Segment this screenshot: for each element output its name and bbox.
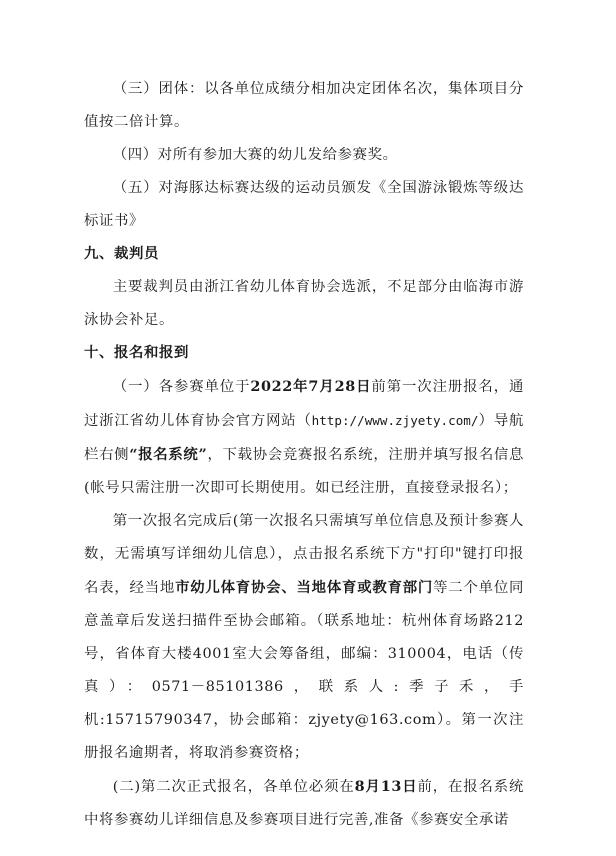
reg2-text-1: 第一次报名完成后(第一次报名只需填写单位信息及预计参赛人数，无需填写详细幼儿信息），点击报名系统下方"打印"键打印报名表，经当地 <box>84 513 524 596</box>
reg2-text-3: ）。第一次注册报名逾期者，将取消参赛资格； <box>84 712 524 761</box>
reg3-text-1: (二)第二次正式报名，各单位必须在 <box>112 779 355 795</box>
reg2-text-2: 等二个单位同意盖章后发送扫描件至协会邮箱。（联系地址：杭州体育场路212号，省体育大楼4001室大会筹备组，邮编：310004，电话（传真）：0571－85101386，联系人:季子禾，手机:15715790347，协会邮箱： <box>84 580 524 728</box>
certificate-paragraph: （五）对海豚达标赛达级的运动员颁发《全国游泳锻炼等级达标证书》 <box>84 180 524 229</box>
referees-paragraph: 主要裁判员由浙江省幼儿体育协会选派，不足部分由临海市游泳协会补足。 <box>84 279 524 328</box>
registration-system-label: “报名系统” <box>129 446 208 463</box>
reg1-text-2: 前第一次注册报名，通过浙江省幼儿体育协会官方网站（ <box>84 379 524 429</box>
registration-first-paragraph <box>84 370 524 505</box>
reg1-text-1: （一）各参赛单位于 <box>112 379 251 395</box>
association-website-url: http://www.zjyety.com/ <box>311 413 479 428</box>
reg1-deadline-date: 2022年7月28日 <box>250 378 372 395</box>
document-body <box>84 73 524 837</box>
registration-heading: 十、报名和报到 <box>84 345 189 361</box>
participation-award-paragraph: （四）对所有参加大赛的幼儿发给参赛奖。 <box>112 147 398 163</box>
reg3-deadline-date: 8月13日 <box>354 778 418 795</box>
registration-third-paragraph <box>84 770 524 837</box>
registration-second-paragraph <box>84 505 524 770</box>
reg1-text-4: ，下载协会竞赛报名系统，注册并填写报名信息(帐号只需注册一次即可长期使用。如已经注册，直接登录报名）； <box>84 447 524 496</box>
reg1-text-3: ）导航栏右侧 <box>84 413 524 463</box>
association-email: zjyety@163.com <box>308 712 437 728</box>
team-award-paragraph: （三）团体：以各单位成绩分相加决定团体名次，集体项目分值按二倍计算。 <box>84 81 524 130</box>
reg3-text-2: 前，在报名系统中将参赛幼儿详细信息及参赛项目进行完善,准备《参赛安全承诺 <box>84 779 525 828</box>
referees-heading: 九、裁判员 <box>84 246 159 262</box>
approving-departments: 市幼儿体育协会、当地体育或教育部门 <box>175 579 434 596</box>
